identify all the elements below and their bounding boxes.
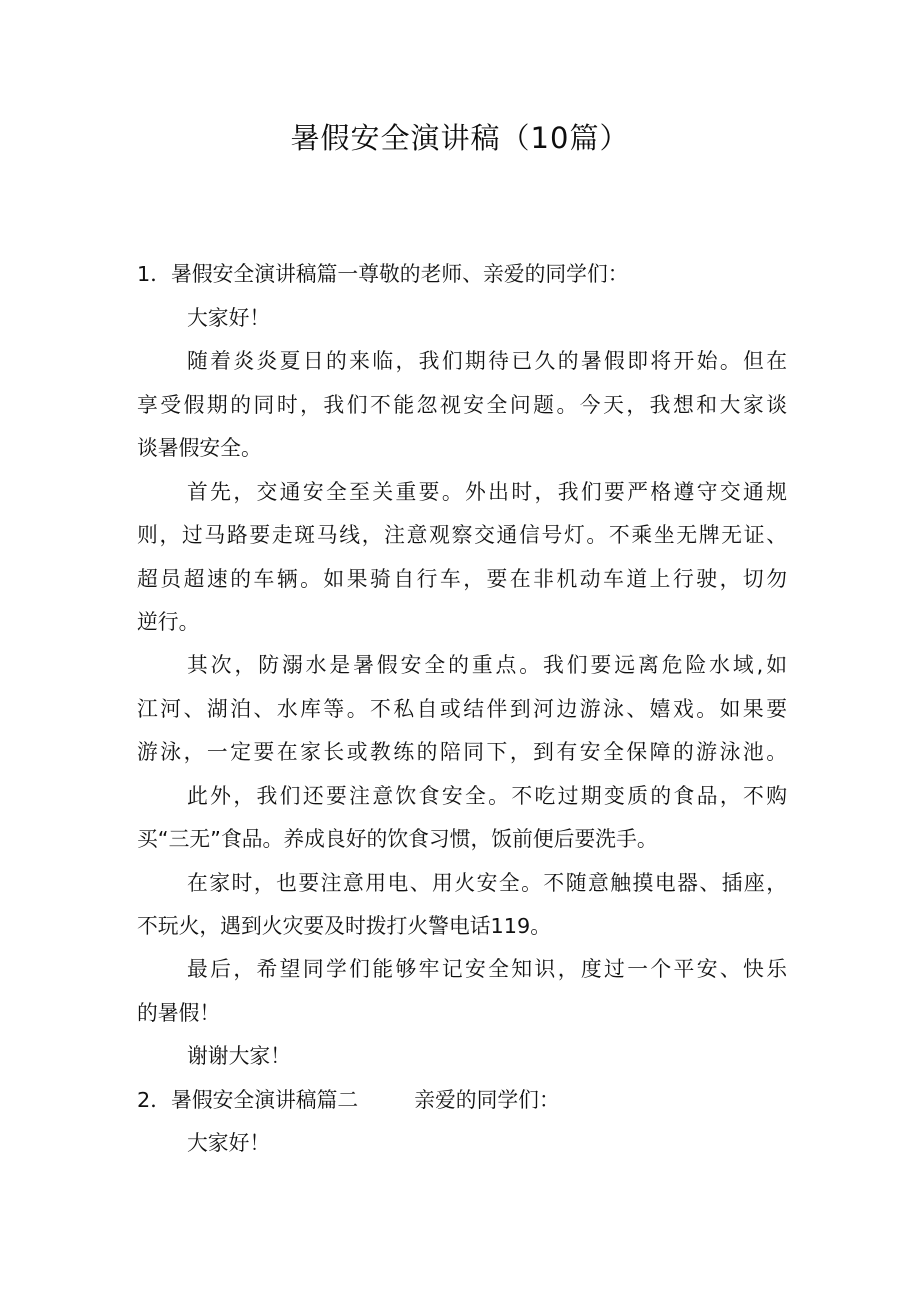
paragraph-line: 谈暑假安全。 (137, 436, 262, 460)
paragraph-line: 在家时，也要注意用电、用火安全。不随意触摸电器、插座， (187, 871, 787, 895)
paragraph-line: 不玩火，遇到火灾要及时拨打火警电话119。 (137, 914, 552, 938)
paragraph-line: 享受假期的同时，我们不能忽视安全问题。今天，我想和大家谈 (137, 393, 787, 417)
section-2-heading-line (137, 1085, 787, 1115)
section-1-heading: 1．暑假安全演讲稿篇一尊敬的老师、亲爱的同学们： (137, 262, 629, 286)
section-2-salutation: 亲爱的同学们： (414, 1088, 560, 1112)
paragraph-line: 首先，交通安全至关重要。外出时，我们要严格遵守交通规 (187, 480, 787, 504)
paragraph-line: 的暑假！ (137, 1001, 221, 1025)
paragraph-line: 此外，我们还要注意饮食安全。不吃过期变质的食品，不购 (187, 784, 787, 808)
closing-thanks: 谢谢大家！ (187, 1044, 291, 1068)
paragraph-line: 超员超速的车辆。如果骑自行车，要在非机动车道上行驶，切勿 (137, 567, 787, 591)
greeting-2: 大家好！ (187, 1131, 271, 1155)
paragraph-line: 买“三无”食品。养成良好的饮食习惯，饭前便后要洗手。 (137, 827, 658, 851)
paragraph-line: 随着炎炎夏日的来临，我们期待已久的暑假即将开始。但在 (187, 349, 787, 373)
greeting: 大家好！ (187, 306, 271, 330)
paragraph-line: 江河、湖泊、水库等。不私自或结伴到河边游泳、嬉戏。如果要 (137, 697, 787, 721)
paragraph-line: 则，过马路要走斑马线，注意观察交通信号灯。不乘坐无牌无证、 (137, 523, 787, 547)
paragraph-line: 最后，希望同学们能够牢记安全知识，度过一个平安、快乐 (187, 957, 787, 981)
paragraph-line: 逆行。 (137, 610, 200, 634)
paragraph-line: 其次，防溺水是暑假安全的重点。我们要远离危险水域,如 (187, 653, 787, 677)
paragraph-line: 游泳，一定要在家长或教练的陪同下，到有安全保障的游泳池。 (137, 740, 787, 764)
document-title: 暑假安全演讲稿（10篇） (290, 121, 630, 155)
section-2-heading: 2．暑假安全演讲稿篇二 (137, 1088, 359, 1112)
